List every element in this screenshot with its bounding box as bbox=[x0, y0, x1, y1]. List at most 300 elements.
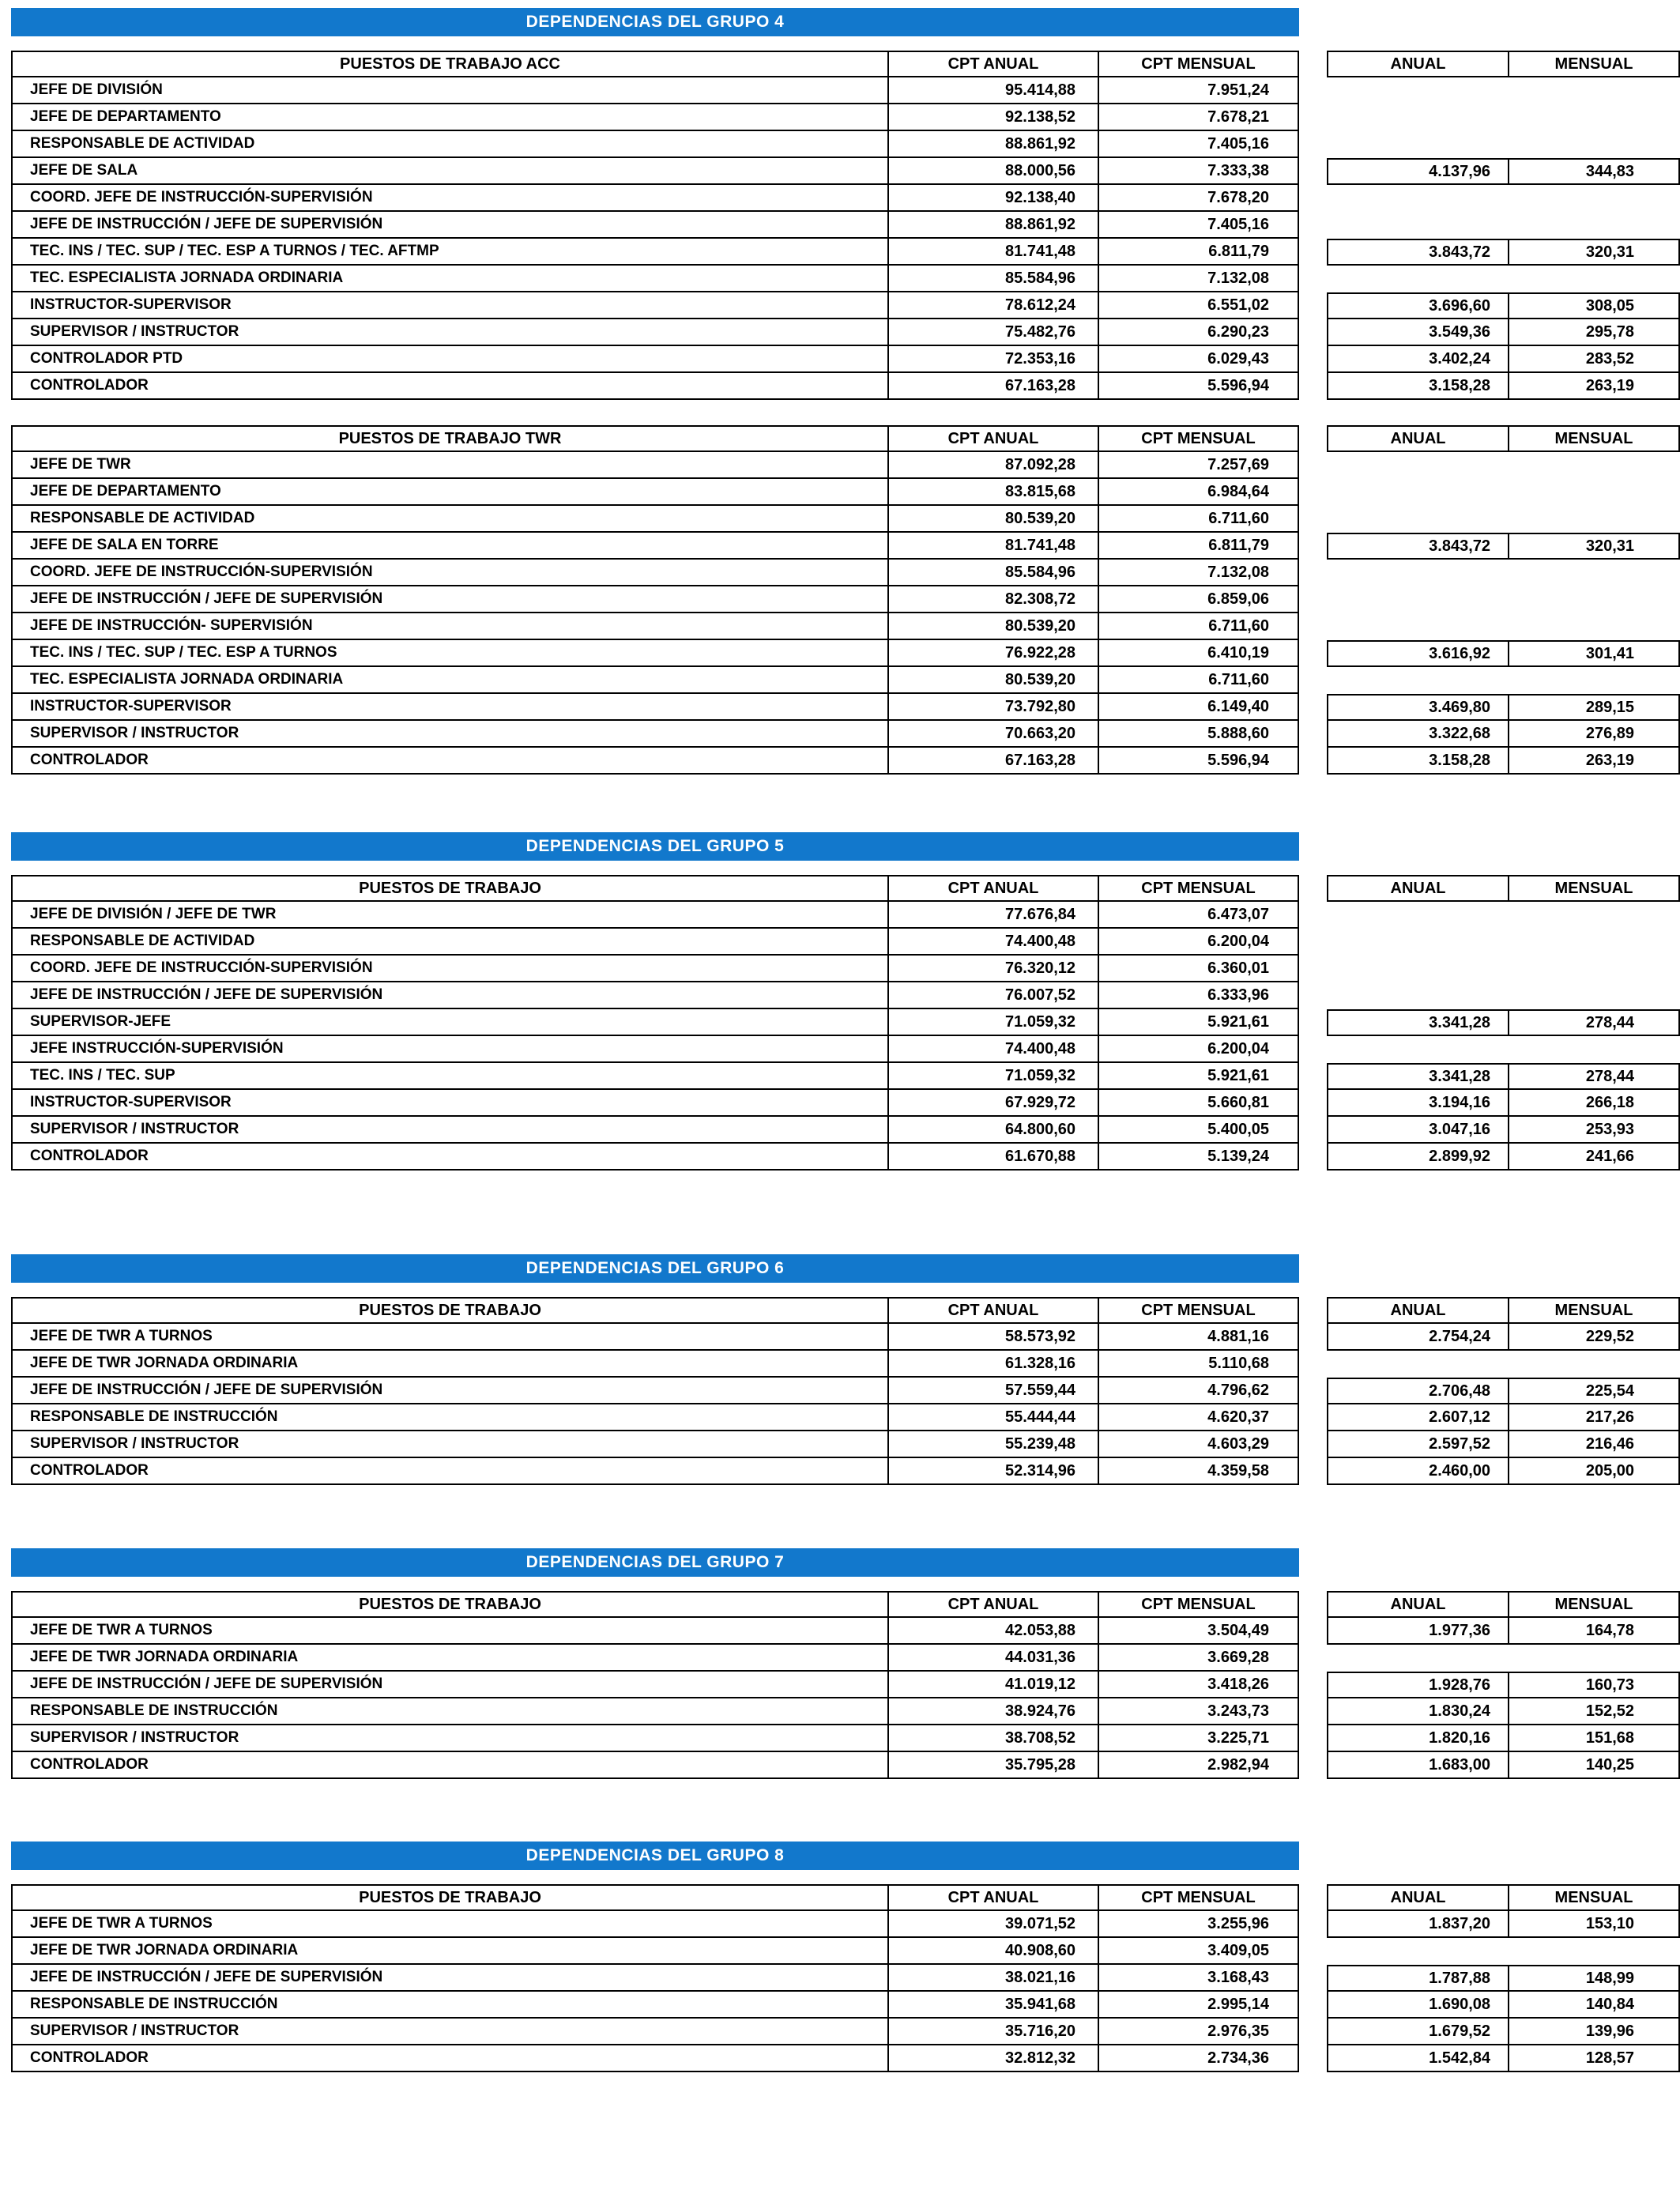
cpt-anual-cell: 78.612,24 bbox=[889, 292, 1099, 319]
cpt-anual-cell: 74.400,48 bbox=[889, 929, 1099, 956]
side-empty bbox=[1327, 104, 1680, 131]
mensual-value-cell: 278,44 bbox=[1585, 1013, 1634, 1031]
cpt-anual-column-header: CPT ANUAL bbox=[889, 1297, 1099, 1324]
column-gap bbox=[1299, 185, 1327, 212]
side-values-box bbox=[1327, 640, 1680, 667]
side-values-box bbox=[1327, 346, 1680, 373]
group-section bbox=[11, 832, 1680, 1171]
table-row bbox=[11, 452, 1680, 479]
table-row bbox=[11, 956, 1680, 982]
column-gap bbox=[1299, 346, 1327, 373]
job-title-cell: COORD. JEFE DE INSTRUCCIÓN-SUPERVISIÓN bbox=[13, 185, 889, 212]
column-gap bbox=[1299, 929, 1327, 956]
table-row bbox=[11, 506, 1680, 533]
anual-value-cell: 3.402,24 bbox=[1328, 346, 1509, 371]
salary-table bbox=[11, 1297, 1680, 1485]
group-section bbox=[11, 1842, 1680, 2072]
mensual-value-cell: 148,99 bbox=[1585, 1969, 1634, 1987]
job-title-cell: JEFE DE INSTRUCCIÓN / JEFE DE SUPERVISIÓN bbox=[13, 1672, 889, 1698]
column-gap bbox=[1299, 694, 1327, 721]
side-header bbox=[1327, 1884, 1680, 1911]
cpt-mensual-cell: 7.333,38 bbox=[1099, 158, 1299, 185]
puestos-column-header: PUESTOS DE TRABAJO bbox=[13, 875, 889, 902]
anual-value-cell: 1.542,84 bbox=[1328, 2045, 1509, 2071]
cpt-anual-cell: 38.021,16 bbox=[889, 1965, 1099, 1992]
mensual-value-cell: 253,93 bbox=[1585, 1120, 1634, 1138]
table-row bbox=[11, 479, 1680, 506]
table-row bbox=[11, 104, 1680, 131]
side-values-box bbox=[1327, 1063, 1680, 1090]
column-gap bbox=[1299, 51, 1327, 77]
mensual-value-cell: 164,78 bbox=[1585, 1621, 1634, 1639]
side-values-box bbox=[1327, 1431, 1680, 1458]
table-row bbox=[11, 1036, 1680, 1063]
table-row bbox=[11, 1938, 1680, 1965]
column-gap bbox=[1299, 1725, 1327, 1752]
column-gap bbox=[1299, 212, 1327, 239]
column-gap bbox=[1299, 1618, 1327, 1645]
mensual-value-cell: 263,19 bbox=[1585, 751, 1634, 769]
column-gap bbox=[1299, 1752, 1327, 1779]
side-values-box bbox=[1327, 1009, 1680, 1036]
cpt-mensual-cell: 2.976,35 bbox=[1099, 2019, 1299, 2045]
job-title-cell: TEC. INS / TEC. SUP bbox=[13, 1063, 889, 1090]
cpt-mensual-cell: 6.859,06 bbox=[1099, 586, 1299, 613]
anual-column-header: ANUAL bbox=[1328, 876, 1509, 900]
anual-value-cell: 3.843,72 bbox=[1328, 240, 1509, 264]
job-title-cell: CONTROLADOR bbox=[13, 748, 889, 775]
cpt-mensual-cell: 6.200,04 bbox=[1099, 929, 1299, 956]
table-row bbox=[11, 158, 1680, 185]
column-gap bbox=[1299, 613, 1327, 640]
cpt-mensual-column-header: CPT MENSUAL bbox=[1099, 1591, 1299, 1618]
cpt-anual-cell: 75.482,76 bbox=[889, 319, 1099, 346]
mensual-value-cell: 205,00 bbox=[1585, 1461, 1634, 1480]
mensual-value-cell: 295,78 bbox=[1585, 322, 1634, 341]
column-gap bbox=[1299, 1458, 1327, 1485]
side-empty bbox=[1327, 212, 1680, 239]
job-title-cell: JEFE DE INSTRUCCIÓN / JEFE DE SUPERVISIÓN bbox=[13, 1378, 889, 1404]
job-title-cell: CONTROLADOR bbox=[13, 373, 889, 400]
cpt-anual-cell: 67.163,28 bbox=[889, 748, 1099, 775]
table-row bbox=[11, 560, 1680, 586]
table-row bbox=[11, 319, 1680, 346]
column-gap bbox=[1299, 533, 1327, 560]
anual-value-cell: 3.047,16 bbox=[1328, 1117, 1509, 1142]
cpt-anual-cell: 85.584,96 bbox=[889, 560, 1099, 586]
side-empty bbox=[1327, 982, 1680, 1009]
cpt-mensual-cell: 6.029,43 bbox=[1099, 346, 1299, 373]
group-title: DEPENDENCIAS DEL GRUPO 8 bbox=[11, 1842, 1299, 1870]
mensual-value-cell: 241,66 bbox=[1585, 1147, 1634, 1165]
column-gap bbox=[1299, 1938, 1327, 1965]
cpt-mensual-cell: 6.410,19 bbox=[1099, 640, 1299, 667]
table-row bbox=[11, 185, 1680, 212]
job-title-cell: RESPONSABLE DE INSTRUCCIÓN bbox=[13, 1698, 889, 1725]
side-empty bbox=[1327, 1036, 1680, 1063]
cpt-anual-cell: 80.539,20 bbox=[889, 506, 1099, 533]
group-title: DEPENDENCIAS DEL GRUPO 4 bbox=[11, 8, 1299, 36]
cpt-anual-cell: 71.059,32 bbox=[889, 1009, 1099, 1036]
cpt-anual-cell: 92.138,52 bbox=[889, 104, 1099, 131]
column-gap bbox=[1299, 131, 1327, 158]
side-values-box bbox=[1327, 721, 1680, 748]
cpt-mensual-cell: 4.359,58 bbox=[1099, 1458, 1299, 1485]
job-title-cell: RESPONSABLE DE ACTIVIDAD bbox=[13, 131, 889, 158]
cpt-anual-cell: 88.861,92 bbox=[889, 212, 1099, 239]
puestos-column-header: PUESTOS DE TRABAJO bbox=[13, 1297, 889, 1324]
table-row bbox=[11, 1992, 1680, 2019]
cpt-mensual-cell: 7.951,24 bbox=[1099, 77, 1299, 104]
table-row bbox=[11, 667, 1680, 694]
job-title-cell: JEFE DE INSTRUCCIÓN / JEFE DE SUPERVISIÓN bbox=[13, 586, 889, 613]
job-title-cell: JEFE DE TWR A TURNOS bbox=[13, 1324, 889, 1351]
column-gap bbox=[1299, 2045, 1327, 2072]
table-row bbox=[11, 929, 1680, 956]
table-row bbox=[11, 1672, 1680, 1698]
side-empty bbox=[1327, 586, 1680, 613]
cpt-anual-cell: 44.031,36 bbox=[889, 1645, 1099, 1672]
anual-column-header: ANUAL bbox=[1328, 1593, 1509, 1616]
anual-value-cell: 1.928,76 bbox=[1328, 1673, 1509, 1697]
column-gap bbox=[1299, 956, 1327, 982]
cpt-mensual-cell: 6.149,40 bbox=[1099, 694, 1299, 721]
cpt-anual-cell: 55.444,44 bbox=[889, 1404, 1099, 1431]
cpt-mensual-cell: 2.982,94 bbox=[1099, 1752, 1299, 1779]
cpt-mensual-cell: 3.504,49 bbox=[1099, 1618, 1299, 1645]
salary-table bbox=[11, 1591, 1680, 1779]
column-gap bbox=[1299, 239, 1327, 266]
table-row bbox=[11, 586, 1680, 613]
job-title-cell: JEFE DE DEPARTAMENTO bbox=[13, 104, 889, 131]
puestos-column-header: PUESTOS DE TRABAJO bbox=[13, 1591, 889, 1618]
column-gap bbox=[1299, 77, 1327, 104]
column-gap bbox=[1299, 266, 1327, 292]
job-title-cell: SUPERVISOR / INSTRUCTOR bbox=[13, 2019, 889, 2045]
cpt-mensual-cell: 2.995,14 bbox=[1099, 1992, 1299, 2019]
puestos-column-header: PUESTOS DE TRABAJO TWR bbox=[13, 425, 889, 452]
anual-column-header: ANUAL bbox=[1328, 1299, 1509, 1322]
table-row bbox=[11, 1090, 1680, 1117]
job-title-cell: JEFE DE INSTRUCCIÓN / JEFE DE SUPERVISIÓN bbox=[13, 212, 889, 239]
cpt-anual-cell: 76.922,28 bbox=[889, 640, 1099, 667]
anual-value-cell: 2.899,92 bbox=[1328, 1144, 1509, 1169]
side-header bbox=[1327, 875, 1680, 902]
cpt-anual-cell: 64.800,60 bbox=[889, 1117, 1099, 1144]
job-title-cell: RESPONSABLE DE INSTRUCCIÓN bbox=[13, 1992, 889, 2019]
side-values-box bbox=[1327, 373, 1680, 400]
cpt-anual-column-header: CPT ANUAL bbox=[889, 1591, 1099, 1618]
table-header-row bbox=[11, 875, 1680, 902]
mensual-value-cell: 276,89 bbox=[1585, 724, 1634, 742]
cpt-mensual-column-header: CPT MENSUAL bbox=[1099, 1297, 1299, 1324]
group-section bbox=[11, 1254, 1680, 1485]
side-values-box bbox=[1327, 694, 1680, 721]
cpt-anual-cell: 42.053,88 bbox=[889, 1618, 1099, 1645]
column-gap bbox=[1299, 158, 1327, 185]
mensual-column-header: MENSUAL bbox=[1554, 1888, 1633, 1906]
cpt-mensual-cell: 6.551,02 bbox=[1099, 292, 1299, 319]
cpt-mensual-cell: 4.603,29 bbox=[1099, 1431, 1299, 1458]
cpt-mensual-cell: 5.596,94 bbox=[1099, 748, 1299, 775]
anual-value-cell: 1.977,36 bbox=[1328, 1618, 1509, 1643]
job-title-cell: JEFE INSTRUCCIÓN-SUPERVISIÓN bbox=[13, 1036, 889, 1063]
salary-table bbox=[11, 875, 1680, 1171]
table-row bbox=[11, 694, 1680, 721]
side-values-box bbox=[1327, 1752, 1680, 1779]
column-gap bbox=[1299, 1672, 1327, 1698]
mensual-value-cell: 139,96 bbox=[1585, 2022, 1634, 2040]
table-row bbox=[11, 1431, 1680, 1458]
column-gap bbox=[1299, 1992, 1327, 2019]
cpt-mensual-cell: 6.473,07 bbox=[1099, 902, 1299, 929]
anual-column-header: ANUAL bbox=[1328, 427, 1509, 450]
table-row bbox=[11, 373, 1680, 400]
mensual-value-cell: 263,19 bbox=[1585, 376, 1634, 394]
side-empty bbox=[1327, 613, 1680, 640]
cpt-anual-cell: 41.019,12 bbox=[889, 1672, 1099, 1698]
cpt-anual-cell: 88.000,56 bbox=[889, 158, 1099, 185]
cpt-mensual-cell: 5.921,61 bbox=[1099, 1063, 1299, 1090]
cpt-anual-cell: 80.539,20 bbox=[889, 613, 1099, 640]
anual-value-cell: 1.679,52 bbox=[1328, 2019, 1509, 2044]
job-title-cell: SUPERVISOR / INSTRUCTOR bbox=[13, 1431, 889, 1458]
table-row bbox=[11, 1351, 1680, 1378]
table-row bbox=[11, 1725, 1680, 1752]
job-title-cell: JEFE DE TWR JORNADA ORDINARIA bbox=[13, 1351, 889, 1378]
cpt-mensual-cell: 3.243,73 bbox=[1099, 1698, 1299, 1725]
mensual-value-cell: 289,15 bbox=[1585, 698, 1634, 716]
anual-value-cell: 1.820,16 bbox=[1328, 1725, 1509, 1751]
cpt-anual-cell: 61.328,16 bbox=[889, 1351, 1099, 1378]
column-gap bbox=[1299, 1698, 1327, 1725]
side-header bbox=[1327, 425, 1680, 452]
column-gap bbox=[1299, 479, 1327, 506]
cpt-anual-cell: 32.812,32 bbox=[889, 2045, 1099, 2072]
cpt-mensual-cell: 6.811,79 bbox=[1099, 533, 1299, 560]
column-gap bbox=[1299, 1431, 1327, 1458]
salary-table bbox=[11, 51, 1680, 400]
mensual-value-cell: 153,10 bbox=[1585, 1914, 1634, 1932]
column-gap bbox=[1299, 373, 1327, 400]
job-title-cell: RESPONSABLE DE INSTRUCCIÓN bbox=[13, 1404, 889, 1431]
anual-column-header: ANUAL bbox=[1328, 1886, 1509, 1909]
column-gap bbox=[1299, 1884, 1327, 1911]
cpt-mensual-cell: 6.360,01 bbox=[1099, 956, 1299, 982]
side-values-box bbox=[1327, 1144, 1680, 1171]
table-row bbox=[11, 2019, 1680, 2045]
anual-value-cell: 1.787,88 bbox=[1328, 1966, 1509, 1990]
mensual-value-cell: 229,52 bbox=[1585, 1327, 1634, 1345]
table-row bbox=[11, 748, 1680, 775]
puestos-column-header: PUESTOS DE TRABAJO ACC bbox=[13, 51, 889, 77]
anual-value-cell: 3.696,60 bbox=[1328, 294, 1509, 318]
cpt-mensual-cell: 4.881,16 bbox=[1099, 1324, 1299, 1351]
job-title-cell: JEFE DE INSTRUCCIÓN- SUPERVISIÓN bbox=[13, 613, 889, 640]
group-title: DEPENDENCIAS DEL GRUPO 6 bbox=[11, 1254, 1299, 1283]
mensual-value-cell: 151,68 bbox=[1585, 1728, 1634, 1747]
mensual-value-cell: 308,05 bbox=[1585, 296, 1634, 315]
cpt-mensual-cell: 3.168,43 bbox=[1099, 1965, 1299, 1992]
table-row bbox=[11, 1117, 1680, 1144]
mensual-value-cell: 344,83 bbox=[1585, 162, 1634, 180]
table-row bbox=[11, 239, 1680, 266]
side-values-box bbox=[1327, 1404, 1680, 1431]
cpt-anual-cell: 81.741,48 bbox=[889, 533, 1099, 560]
side-header bbox=[1327, 1591, 1680, 1618]
cpt-mensual-column-header: CPT MENSUAL bbox=[1099, 875, 1299, 902]
side-empty bbox=[1327, 667, 1680, 694]
cpt-mensual-cell: 7.257,69 bbox=[1099, 452, 1299, 479]
cpt-mensual-cell: 6.290,23 bbox=[1099, 319, 1299, 346]
cpt-mensual-cell: 3.418,26 bbox=[1099, 1672, 1299, 1698]
group-section bbox=[11, 8, 1680, 775]
side-values-box bbox=[1327, 1090, 1680, 1117]
table-row bbox=[11, 1063, 1680, 1090]
cpt-mensual-cell: 5.660,81 bbox=[1099, 1090, 1299, 1117]
job-title-cell: JEFE DE TWR JORNADA ORDINARIA bbox=[13, 1645, 889, 1672]
anual-value-cell: 2.706,48 bbox=[1328, 1379, 1509, 1403]
job-title-cell: TEC. INS / TEC. SUP / TEC. ESP A TURNOS / TEC. AFTMP bbox=[13, 239, 889, 266]
column-gap bbox=[1299, 1117, 1327, 1144]
cpt-anual-cell: 38.708,52 bbox=[889, 1725, 1099, 1752]
mensual-column-header: MENSUAL bbox=[1554, 1301, 1633, 1319]
table-row bbox=[11, 292, 1680, 319]
cpt-anual-cell: 95.414,88 bbox=[889, 77, 1099, 104]
cpt-mensual-cell: 3.409,05 bbox=[1099, 1938, 1299, 1965]
cpt-anual-cell: 85.584,96 bbox=[889, 266, 1099, 292]
anual-value-cell: 3.341,28 bbox=[1328, 1011, 1509, 1035]
side-values-box bbox=[1327, 1458, 1680, 1485]
table-row bbox=[11, 640, 1680, 667]
table-header-row bbox=[11, 1884, 1680, 1911]
cpt-anual-cell: 35.941,68 bbox=[889, 1992, 1099, 2019]
job-title-cell: JEFE DE DIVISIÓN / JEFE DE TWR bbox=[13, 902, 889, 929]
side-values-box bbox=[1327, 748, 1680, 775]
mensual-value-cell: 320,31 bbox=[1585, 243, 1634, 261]
table-row bbox=[11, 1618, 1680, 1645]
table-row bbox=[11, 1378, 1680, 1404]
side-values-box bbox=[1327, 2045, 1680, 2072]
table-row bbox=[11, 1144, 1680, 1171]
side-values-box bbox=[1327, 1725, 1680, 1752]
cpt-anual-cell: 35.795,28 bbox=[889, 1752, 1099, 1779]
column-gap bbox=[1299, 982, 1327, 1009]
anual-value-cell: 2.754,24 bbox=[1328, 1324, 1509, 1349]
cpt-mensual-cell: 5.139,24 bbox=[1099, 1144, 1299, 1171]
anual-value-cell: 1.830,24 bbox=[1328, 1698, 1509, 1724]
cpt-anual-cell: 52.314,96 bbox=[889, 1458, 1099, 1485]
side-empty bbox=[1327, 1351, 1680, 1378]
salary-table bbox=[11, 1884, 1680, 2072]
job-title-cell: JEFE DE SALA EN TORRE bbox=[13, 533, 889, 560]
column-gap bbox=[1299, 319, 1327, 346]
cpt-anual-cell: 67.929,72 bbox=[889, 1090, 1099, 1117]
anual-value-cell: 3.194,16 bbox=[1328, 1090, 1509, 1115]
column-gap bbox=[1299, 1645, 1327, 1672]
side-values-box bbox=[1327, 239, 1680, 266]
cpt-anual-column-header: CPT ANUAL bbox=[889, 51, 1099, 77]
table-row bbox=[11, 1752, 1680, 1779]
job-title-cell: JEFE DE DEPARTAMENTO bbox=[13, 479, 889, 506]
cpt-anual-cell: 35.716,20 bbox=[889, 2019, 1099, 2045]
cpt-mensual-cell: 4.620,37 bbox=[1099, 1404, 1299, 1431]
mensual-value-cell: 160,73 bbox=[1585, 1676, 1634, 1694]
column-gap bbox=[1299, 1324, 1327, 1351]
column-gap bbox=[1299, 1144, 1327, 1171]
job-title-cell: TEC. ESPECIALISTA JORNADA ORDINARIA bbox=[13, 266, 889, 292]
job-title-cell: SUPERVISOR / INSTRUCTOR bbox=[13, 1117, 889, 1144]
anual-value-cell: 3.158,28 bbox=[1328, 748, 1509, 773]
side-values-box bbox=[1327, 158, 1680, 185]
column-gap bbox=[1299, 452, 1327, 479]
table-row bbox=[11, 266, 1680, 292]
column-gap bbox=[1299, 425, 1327, 452]
cpt-mensual-cell: 5.921,61 bbox=[1099, 1009, 1299, 1036]
job-title-cell: CONTROLADOR bbox=[13, 1752, 889, 1779]
anual-column-header: ANUAL bbox=[1328, 52, 1509, 76]
mensual-value-cell: 225,54 bbox=[1585, 1382, 1634, 1400]
column-gap bbox=[1299, 506, 1327, 533]
job-title-cell: SUPERVISOR / INSTRUCTOR bbox=[13, 1725, 889, 1752]
table-row bbox=[11, 1324, 1680, 1351]
cpt-mensual-cell: 7.132,08 bbox=[1099, 266, 1299, 292]
cpt-anual-cell: 77.676,84 bbox=[889, 902, 1099, 929]
mensual-value-cell: 320,31 bbox=[1585, 537, 1634, 555]
cpt-mensual-cell: 3.225,71 bbox=[1099, 1725, 1299, 1752]
table-row bbox=[11, 721, 1680, 748]
job-title-cell: SUPERVISOR / INSTRUCTOR bbox=[13, 721, 889, 748]
anual-value-cell: 3.322,68 bbox=[1328, 721, 1509, 746]
cpt-mensual-cell: 7.132,08 bbox=[1099, 560, 1299, 586]
job-title-cell: TEC. ESPECIALISTA JORNADA ORDINARIA bbox=[13, 667, 889, 694]
mensual-value-cell: 140,25 bbox=[1585, 1755, 1634, 1774]
column-gap bbox=[1299, 1009, 1327, 1036]
anual-value-cell: 3.341,28 bbox=[1328, 1065, 1509, 1088]
side-values-box bbox=[1327, 1672, 1680, 1698]
cpt-anual-cell: 61.670,88 bbox=[889, 1144, 1099, 1171]
job-title-cell: INSTRUCTOR-SUPERVISOR bbox=[13, 1090, 889, 1117]
table-header-row bbox=[11, 1297, 1680, 1324]
job-title-cell: JEFE DE DIVISIÓN bbox=[13, 77, 889, 104]
job-title-cell: CONTROLADOR bbox=[13, 1144, 889, 1171]
column-gap bbox=[1299, 1591, 1327, 1618]
cpt-anual-cell: 72.353,16 bbox=[889, 346, 1099, 373]
side-values-box bbox=[1327, 1911, 1680, 1938]
column-gap bbox=[1299, 1404, 1327, 1431]
table-row bbox=[11, 77, 1680, 104]
side-empty bbox=[1327, 1938, 1680, 1965]
cpt-anual-cell: 40.908,60 bbox=[889, 1938, 1099, 1965]
side-values-box bbox=[1327, 1117, 1680, 1144]
cpt-anual-cell: 87.092,28 bbox=[889, 452, 1099, 479]
job-title-cell: JEFE DE SALA bbox=[13, 158, 889, 185]
anual-value-cell: 1.690,08 bbox=[1328, 1992, 1509, 2017]
table-row bbox=[11, 1698, 1680, 1725]
column-gap bbox=[1299, 721, 1327, 748]
table-row bbox=[11, 533, 1680, 560]
cpt-anual-cell: 74.400,48 bbox=[889, 1036, 1099, 1063]
column-gap bbox=[1299, 2019, 1327, 2045]
anual-value-cell: 4.137,96 bbox=[1328, 160, 1509, 183]
column-gap bbox=[1299, 560, 1327, 586]
cpt-mensual-cell: 6.200,04 bbox=[1099, 1036, 1299, 1063]
side-values-box bbox=[1327, 1324, 1680, 1351]
cpt-anual-cell: 76.007,52 bbox=[889, 982, 1099, 1009]
side-empty bbox=[1327, 266, 1680, 292]
column-gap bbox=[1299, 586, 1327, 613]
cpt-anual-cell: 80.539,20 bbox=[889, 667, 1099, 694]
